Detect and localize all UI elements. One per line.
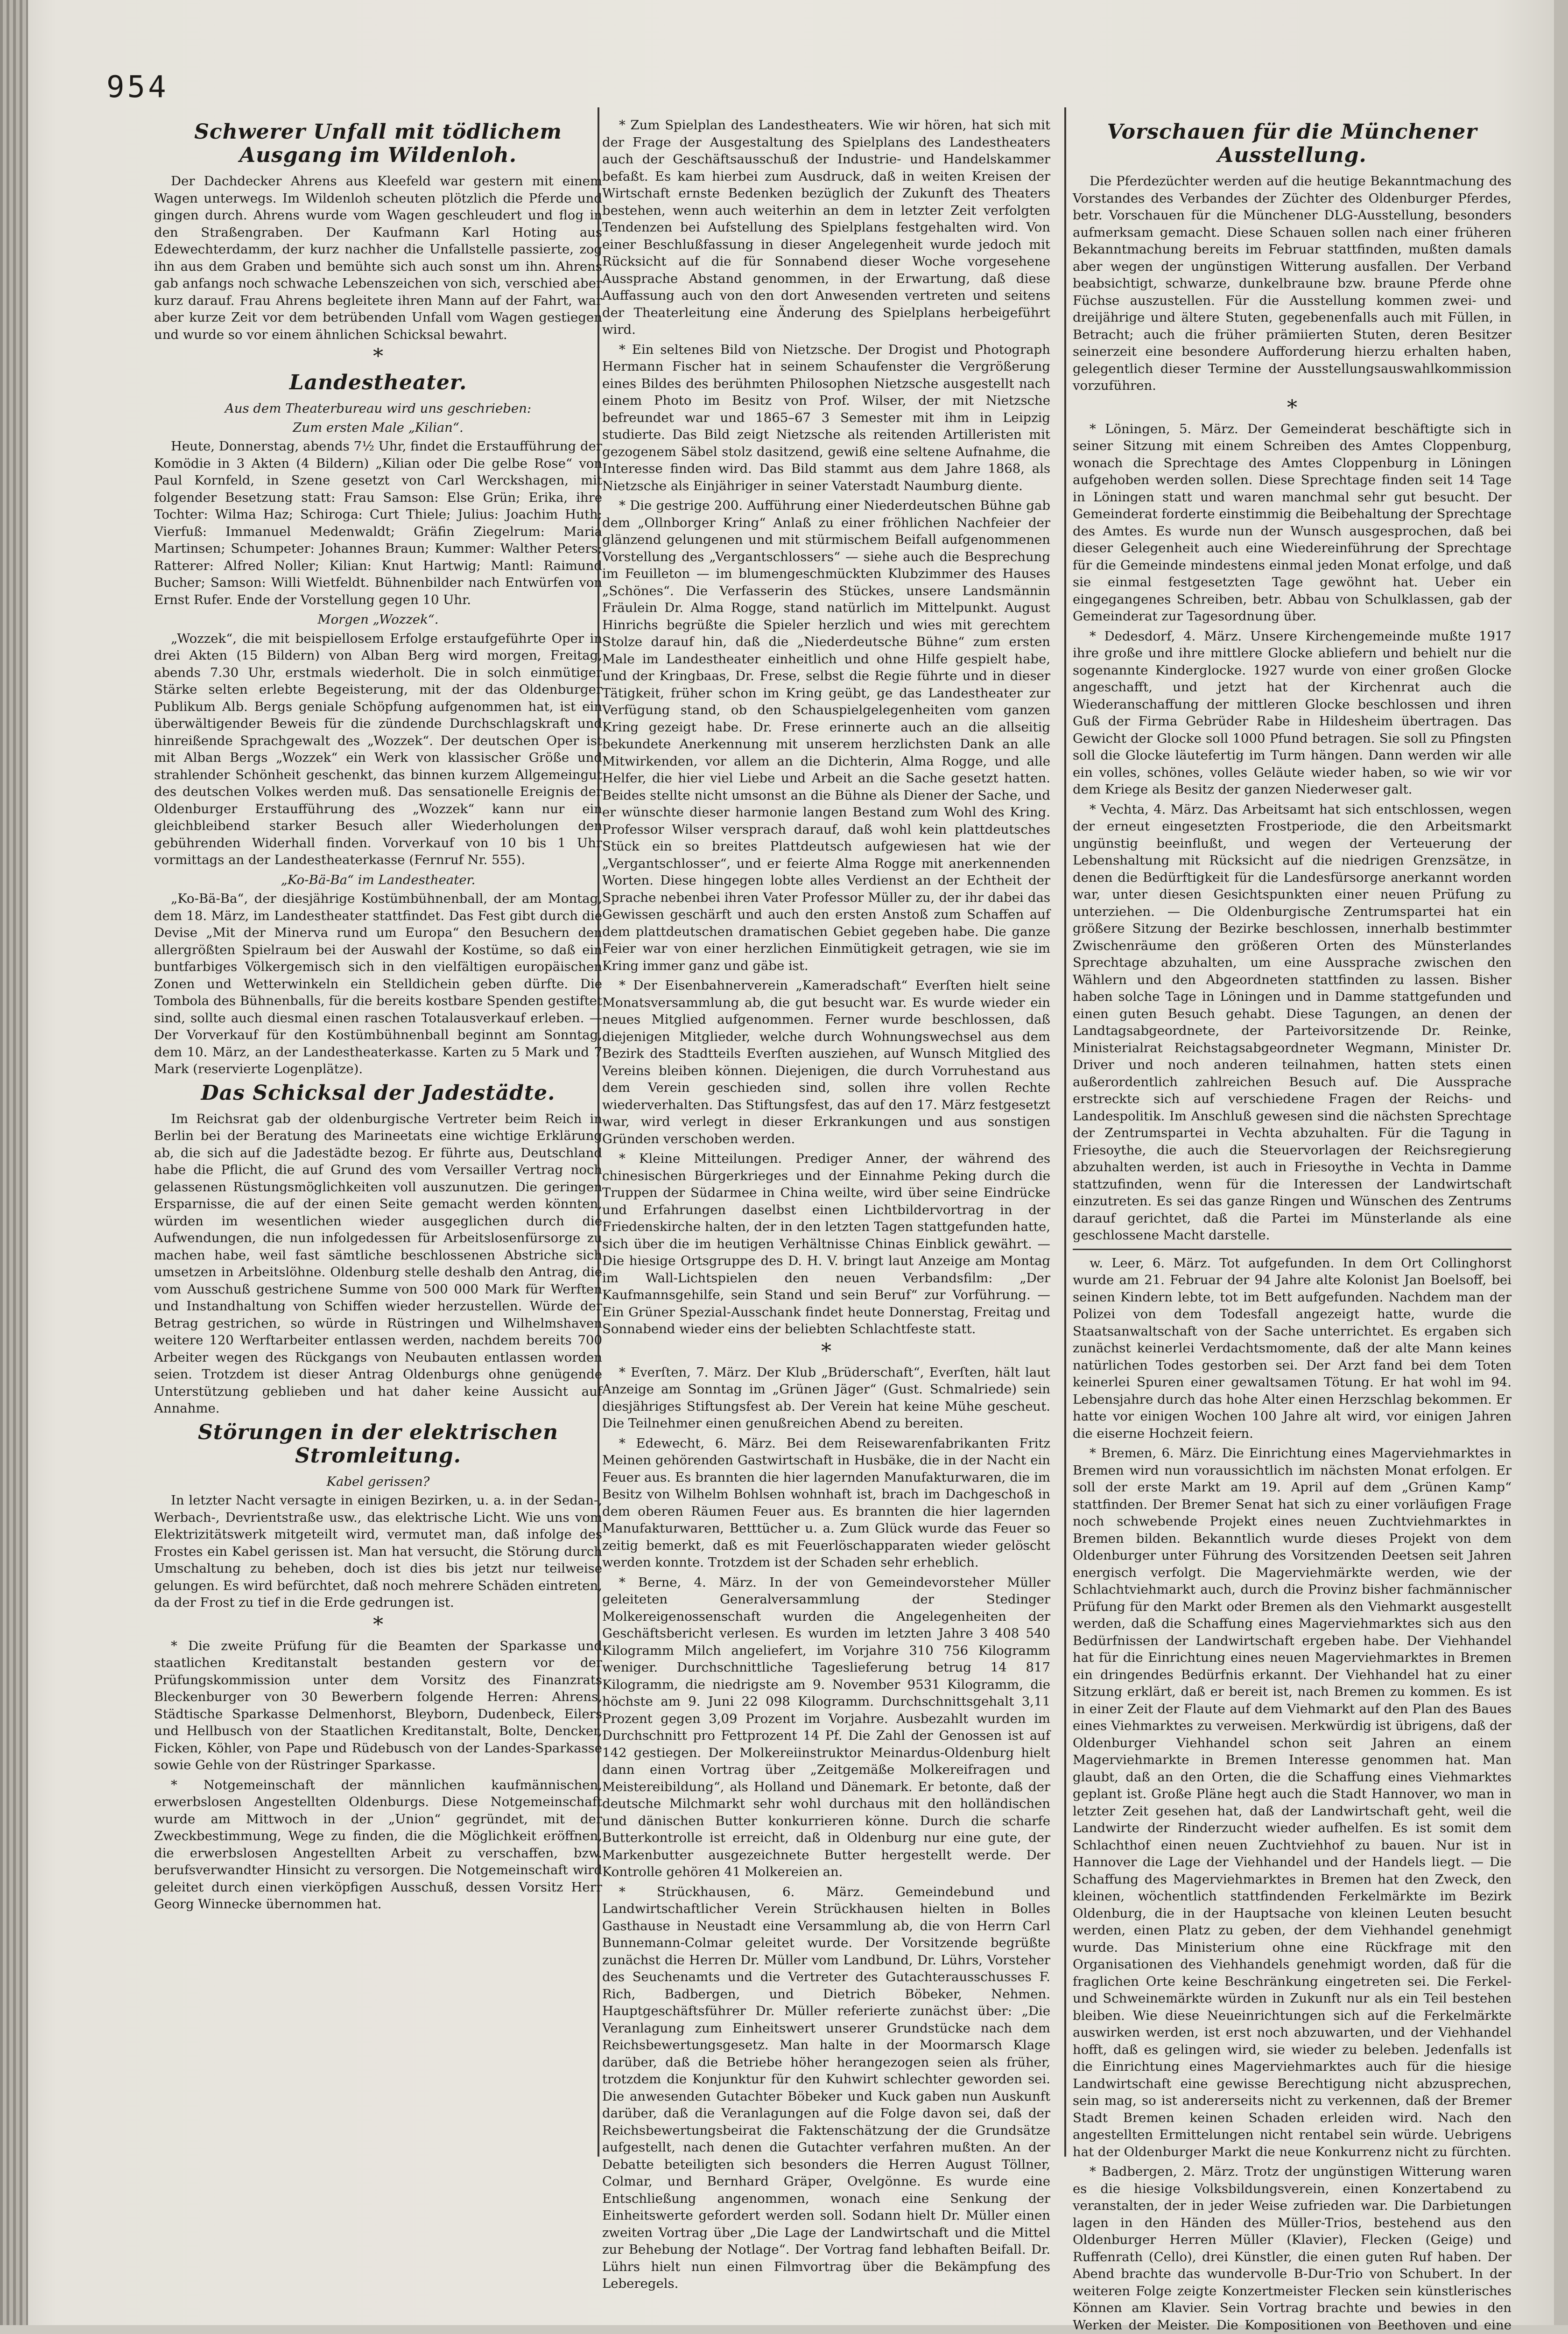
column-rule bbox=[1064, 107, 1066, 2157]
article-text: * Strückhausen, 6. März. Gemeindebund und Landwirtschaftlicher Verein Strückhausen hielten in Bolles Gasthause in Neustadt eine Versammlung ab, die von Herrn Carl Bunnemann-Colmar geleitet wurde. Der Vorsitzende begrüßte zunächst die Herren Dr. Müller vom Landbund, Dr. Lührs, Vorsteher des Seuchenamts und die Vertreter des Gutachterausschusses F. Rich, Badbergen, und Dietrich Böbeker, Nehmen. Hauptgeschäftsführer Dr. Müller referierte zunächst über: „Die Veranlagung zum Einheitswert unserer Grundstücke nach dem Reichsbewertungsgesetz. Man halte in der Moormarsch Klage darüber, daß die Betriebe höher herangezogen seien als früher, trotzdem die Konjunktur für den Kuhwirt schlechter geworden sei. Die anwesenden Gutachter Böbeker und Kuck gaben nun Auskunft darüber, daß die Veranlagungen auf die Folge davon sei, daß der Reichsbewertungsbeirat die Faktenschätzung der die Grundsätze aufgestellt, nach denen die Gutachter verfahren mußten. An der Debatte beteiligten sich besonders die Herren August Töllner, Colmar, und Bernhard Gräper, Ovelgönne. Es wurde eine Entschließung angenommen, wonach eine Senkung der Einheitswerte gefordert werden soll. Sodann hielt Dr. Müller einen zweiten Vortrag über „Die Lage der Landwirtschaft und die Mittel zur Behebung der Notlage“. Der Vortrag fand lebhaften Beifall. Dr. Lührs hielt nun einen Filmvortrag über die Bekämpfung des Leberegels. bbox=[602, 1884, 1050, 2291]
article-subheading: Kabel gerissen? bbox=[326, 1474, 430, 1489]
article-text: * Dedesdorf, 4. März. Unsere Kirchengemeinde mußte 1917 ihre große und ihre mittlere Glocke abliefern und behielt nur die sogenannte Kinderglocke. 1927 wurde von einer großen Glocke angeschafft, und jetzt hat der Kirchenrat auch die Wiederanschaffung der mittleren Glocke beschlossen und ihren Guß der Firma Gebrüder Rabe in Hildesheim übertragen. Das Gewicht der Glocke soll 1000 Pfund betragen. Sie soll zu Pfingsten soll die Glocke läutefertig im Turm hängen. Dann werden wir alle ein volles, schönes, volles Geläute wieder haben, so wie wir vor dem Kriege als Besitz der ganzen Niederweser galt. bbox=[1073, 628, 1512, 797]
article-text: „Wozzek“, die mit beispiellosem Erfolge erstaufgeführte Oper in drei Akten (15 Bildern) von Alban Berg wird morgen, Freitag, abends 7.30 Uhr, erstmals wiederholt. Die in solch einmütiger Stärke selten erlebte Begeisterung, mit der das Oldenburger Publikum Alb. Bergs geniale Schöpfung aufgenommen hat, ist ein überwältigender Beweis für die zündende Durchschlagskraft und hinreißende Sprachgewalt des „Wozzek“. Der deutschen Oper ist mit Alban Bergs „Wozzek“ ein Werk von klassischer Größe und strahlender Schönheit geschenkt, das binnen kurzem Allgemeingut des deutschen Volkes werden muß. Das sensationelle Ereignis der Oldenburger Erstaufführung des „Wozzek“ kann nur ein gleichbleibend starker Besuch aller Wiederholungen den gebührenden Widerhall finden. Vorverkauf von 10 bis 1 Uhr vormittags an der Landestheaterkasse (Fernruf Nr. 555). bbox=[154, 631, 602, 867]
article-text: * Löningen, 5. März. Der Gemeinderat beschäftigte sich in seiner Sitzung mit einem Schreiben des Amtes Cloppenburg, wonach die Sprechtage des Amtes Cloppenburg in Löningen aufgehoben werden sollen. Diese Sprechtage finden seit 14 Tage in Löningen statt und waren manchmal sehr gut besucht. Der Gemeinderat forderte einstimmig die Beibehaltung der Sprechtage des Amtes. Es wurde nun der Wunsch ausgesprochen, daß bei dieser Gelegenheit auch eine Wiedereinführung der Sprechtage für die Gemeinde mindestens einmal jeden Monat erfolge, und daß sie einmal festgesetzten Tage gewöhnt hat. Ueber ein eingegangenes Schreiben, betr. Abbau von Schulklassen, gab der Gemeinderat zur Tagesordnung über. bbox=[1073, 421, 1512, 624]
article-headline: Schwerer Unfall mit tödlichem Ausgang im Wildenloh. bbox=[194, 120, 562, 167]
section-rule bbox=[1073, 1249, 1512, 1250]
article-text: * Notgemeinschaft der männlichen kaufmännischen, erwerbslosen Angestellten Oldenburgs. Diese Notgemeinschaft wurde am Mittwoch in der „Union“ gegründet, mit der Zweckbestimmung, Wege zu finden, die die Möglichkeit eröffnen, die erwerbslosen Angestellten Arbeit zu verschaffen, bzw. berufsverwandter Hinsicht zu versorgen. Die Notgemeinschaft wird geleitet durch einen vierköpfigen Ausschuß, dessen Vorsitz Herr Georg Winnecke übernommen hat. bbox=[154, 1777, 602, 1912]
article-text: * Die zweite Prüfung für die Beamten der Sparkasse und staatlichen Kreditanstalt bestanden gestern vor der Prüfungskommission unter dem Vorsitz des Finanzrats Bleckenburger von 30 Bewerbern folgende Herren: Ahrens, Städtische Sparkasse Delmenhorst, Bleyborn, Dudenbeck, Eilers und Hellbusch von der Staatlichen Kreditanstalt, Bolte, Dencker, Ficken, Köhler, von Pape und Rüdebusch von der Landes-Sparkasse sowie Gehle von der Rüstringer Sparkasse. bbox=[154, 1638, 602, 1772]
article-headline: Vorschauen für die Münchener Ausstellung. bbox=[1107, 120, 1477, 167]
article-subheading: Aus dem Theaterbureau wird uns geschrieben: bbox=[225, 401, 532, 416]
column-1 bbox=[154, 117, 602, 2152]
article-text: Die Pferdezüchter werden auf die heutige Bekanntmachung des Vorstandes des Verbandes der Züchter des Oldenburger Pferdes, betr. Vorschauen für die Münchener DLG-Ausstellung, besonders aufmerksam gemacht. Diese Schauen sollen nach einer früheren Bekanntmachung bereits im Februar stattfinden, mußten damals aber wegen der ungünstigen Witterung ausfallen. Der Verband beabsichtigt, schwarze, dunkelbraune bzw. braune Pferde ohne Füchse auszustellen. Für die Ausstellung kommen zwei- und dreijährige und ältere Stuten, gegebenenfalls auch mit Füllen, in Betracht; auch die früher prämiierten Stuten, deren Besitzer seinerzeit eine besondere Aufforderung hierzu erhalten haben, gelegentlich dieser Termine der Ausstellungsauswahlkommission vorzuführen. bbox=[1073, 174, 1512, 393]
article-text: * Everſten, 7. März. Der Klub „Brüderschaft“, Everſten, hält laut Anzeige am Sonntag im „Grünen Jäger“ (Gust. Schmalriede) sein diesjähriges Stiftungsfest ab. Der Verein hat keine Mühe gescheut. Die Teilnehmer einen genußreichen Abend zu bereiten. bbox=[602, 1364, 1050, 1431]
article-text: In letzter Nacht versagte in einigen Bezirken, u. a. in der Sedan-, Werbach-, Devrientstraße usw., das elektrische Licht. Wie uns vom Elektrizitätswerk mitgeteilt wird, vermutet man, daß infolge des Frostes ein Kabel gerissen ist. Man hat versucht, die Störung durch Umschaltung zu beheben, doch ist dies bis jetzt nur teilweise gelungen. Es wird befürchtet, daß noch mehrere Schäden eintreten, da der Frost zu tief in die Erde gedrungen ist. bbox=[154, 1493, 602, 1610]
article-text: * Berne, 4. März. In der von Gemeindevorsteher Müller geleiteten Generalversammlung der Stedinger Molkereigenossenschaft wurden die Angelegenheiten der Geschäftsbericht verlesen. Es wurden im letzten Jahre 3 408 540 Kilogramm Milch angeliefert, im Vorjahre 310 756 Kilogramm weniger. Durchschnittliche Tageslieferung betrug 14 817 Kilogramm, die niedrigste am 9. November 9531 Kilogramm, die höchste am 9. Juni 22 098 Kilogramm. Durchschnittsgehalt 3,11 Prozent gegen 3,09 Prozent im Vorjahre. Ausbezahlt wurden im Durchschnitt pro Fettprozent 14 Pf. Die Zahl der Genossen ist auf 142 gestiegen. Der Molkereiinstruktor Meinardus-Oldenburg hielt dann einen Vortrag über „Zeitgemäße Molkereifragen und Meistereibildung“, als Holland und Dänemark. Er betonte, daß der deutsche Milchmarkt sehr wohl durchaus mit den holländischen und dänischen Butter konkurrieren könne. Durch die scharfe Butterkontrolle ist erreicht, daß in Oldenburg nur eine gute, der Markenbutter ausgezeichnete Butter hergestellt werde. Der Kontrolle gehören 41 Molkereien an. bbox=[602, 1575, 1050, 1879]
article-text: * Edewecht, 6. März. Bei dem Reisewarenfabrikanten Fritz Meinen gehörenden Gastwirtschaft in Husbäke, die in der Nacht ein Feuer aus. Es brannten die hier lagernden Manufakturwaren, die im Besitz von Wilhelm Bohlsen wohnhaft ist, brach im Dachgeschoß in dem oberen Räumen Feuer aus. Es brannten die hier lagernden Manufakturwaren, Betttücher u. a. Zum Glück wurde das Feuer so zeitig bemerkt, daß es mit Feuerlöschapparaten wieder gelöscht werden konnte. Trotzdem ist der Schaden sehr erheblich. bbox=[602, 1435, 1050, 1570]
article-subheading: Zum ersten Male „Kilian“. bbox=[293, 420, 464, 435]
section-separator: * bbox=[373, 1612, 383, 1637]
article-headline: Das Schicksal der Jadestädte. bbox=[201, 1081, 555, 1105]
page-number: 954 bbox=[106, 70, 169, 105]
article-subheading: „Ko-Bä-Ba“ im Landestheater. bbox=[281, 872, 476, 887]
article-text: * Bremen, 6. März. Die Einrichtung eines Magerviehmarktes in Bremen wird nun voraussichtlich im nächsten Monat erfolgen. Er soll der erste Markt am 19. April auf dem „Grünen Kamp“ stattfinden. Der Bremer Senat hat sich zu einer vorläufigen Frage noch schwebende Projekt eines neuen Zuchtviehmarktes in Bremen bilden. Bekanntlich wurde dieses Projekt von dem Oldenburger unter Führung des Vorsitzenden Deetsen seit Jahren energisch verfolgt. Die Magerviehmärkte werden, wie der Schlachtviehmarkt auch, durch die Provinz bisher fachmännischer Prüfung für den Markt oder Bremen als den Viehmarkt ausgestellt werden, daß die Schaffung eines Magerviehmarktes sich aus den Bedürfnissen der Landwirtschaft ergeben habe. Der Viehhandel hat für die Einrichtung eines neuen Magerviehmarktes in Bremen ein dringendes Bedürfnis erkannt. Der Viehhandel hat zu einer Sitzung erklärt, daß er bereit ist, nach Bremen zu kommen. Es ist in einer Zeit der Flaute auf dem Viehmarkt auf den Plan des Baues eines Viehmarktes zu verweisen. Merkwürdig ist übrigens, daß der Oldenburger Viehhandel schon seit Jahren an einem Magerviehmarkte in Bremen Interesse genommen hat. Man glaubt, daß an den Orten, die die Schaffung eines Viehmarktes geplant ist. Große Pläne hegt auch die Stadt Hannover, wo man in letzter Zeit gesehen hat, daß der Landwirtschaft geht, weil die Landwirte der Rinderzucht wieder aufhelfen. Es ist somit dem Schlachthof einen neuen Zuchtviehhof zu bauen. Nur ist in Hannover die Lage der Viehhandel und der Handels liegt. — Die Schaffung des Magerviehmarktes in Bremen hat den Zweck, den kleinen, wöchentlich stattfindenden Ferkelmärkte im Bezirk Oldenburg, die in der Hauptsache von kleinen Leuten besucht werden, einen Platz zu geben, der dem Viehhandel genehmigt wurde. Das Ministerium ohne eine Rückfrage mit den Organisationen des Viehhandels genehmigt worden, daß für die fraglichen Orte keine Beschränkung eingetreten sei. Die Ferkel- und Schweinemärkte würden in Zukunft nur als ein Teil bestehen bleiben. Wie diese Neueinrichtungen sich auf die Ferkelmärkte auswirken werden, ist erst noch abzuwarten, und der Viehhandel hofft, daß es gelingen wird, sie wieder zu beleben. Jedenfalls ist die Einrichtung eines Magerviehmarktes auch für die hiesige Landwirtschaft eine gewisse Berechtigung nicht abzusprechen, sein mag, so ist andererseits nicht zu verkennen, daß der Bremer Stadt Bremen keinen Schaden erleiden wird. Nach den angestellten Ermittelungen nicht rentabel sein würde. Uebrigens hat der Oldenburger Markt die neue Konkurrenz nicht zu fürchten. bbox=[1073, 1446, 1512, 2159]
article-subheading: Morgen „Wozzek“. bbox=[317, 612, 439, 627]
article-text: * Die gestrige 200. Aufführung einer Niederdeutschen Bühne gab dem „Ollnborger Kring“ Anlaß zu einer fröhlichen Nachfeier der glänzend gelungenen und mit stürmischem Beifall aufgenommenen Vorstellung des „Vergantschlossers“ — siehe auch die Besprechung im Feuilleton — im blumengeschmückten Klubzimmer des Hauses „Schönes“. Die Verfasserin des Stückes, unsere Landsmännin Fräulein Dr. Alma Rogge, stand natürlich im Mittelpunkt. August Hinrichs begrüßte die Spieler herzlich und wies mit gerechtem Stolze darauf hin, daß die „Niederdeutsche Bühne“ zum ersten Male im Landestheater einheitlich und ohne Hilfe gespielt habe, und der Kringbaas, Dr. Frese, selbst die Regie führte und in dieser Tätigkeit, früher schon im Kring geübt, ge das Landestheater zur Verfügung stand, ob den Schauspielgelegenheiten vom ganzen Kring gezeigt habe. Dr. Frese erinnerte auch an die allseitig bekundete Anerkennung mit unserem herzlichsten Dank an alle Mitwirkenden, vor allem an die Dichterin, Alma Rogge, und alle Helfer, die hier viel Liebe und Arbeit an die Sache gesetzt hatten. Beides stellte nicht umsonst an die Bühne als Diener der Sache, und er wünschte dieser harmonie langen Bestand zum Wohl des Kring. Professor Wilser versprach darauf, daß wohl kein plattdeutsches Stück ein so breites Plattdeutsch aufgewiesen hat wie der „Vergantschlosser“, und er feierte Alma Rogge mit anerkennenden Worten. Diese hingegen lobte alles Verdienst an der Echtheit der Sprache nebenbei ihren Vater Professor Müller zu, der ihr dabei das Gewissen geschärft und auch den ersten Anstoß zum Schaffen auf dem plattdeutschen dramatischen Gebiet gegeben habe. Die ganze Feier war von einer herzlichen Einmütigkeit getragen, wie sie im Kring immer ganz und gäbe ist. bbox=[602, 498, 1050, 973]
article-text: w. Leer, 6. März. Tot aufgefunden. In dem Ort Collinghorst wurde am 21. Februar der 94 Jahre alte Kolonist Jan Boelsoff, bei seinen Kindern lebte, tot im Bett aufgefunden. Nachdem man der Polizei von dem Todesfall angezeigt hatte, wurde die Staatsanwaltschaft von der Sache unterrichtet. Es ergaben sich zunächst keinerlei Verdachtsmomente, daß der alte Mann keines natürlichen Todes gestorben sei. Der Arzt fand bei dem Toten keinerlei Spuren einer gewaltsamen Tötung. Er hat wohl im 94. Lebensjahre durch das hohe Alter einen Herzschlag bekommen. Er hatte vor einigen Wochen 100 Jahre alt wird, vor einigen Jahren die eiserne Hochzeit feiern. bbox=[1073, 1255, 1512, 1441]
column-2 bbox=[602, 117, 1050, 2291]
article-headline: Landestheater. bbox=[289, 371, 467, 394]
article-text: * Ein seltenes Bild von Nietzsche. Der Drogist und Photograph Hermann Fischer hat in seinem Schaufenster die Vergrößerung eines Bildes des berühmten Philosophen Nietzsche ausgestellt nach einem Photo im Besitz von Prof. Wilser, der mit Nietzsche befreundet war und 1865–67 3 Semester mit ihm in Leipzig studierte. Das Bild zeigt Nietzsche als reitenden Artilleristen mit gezogenem Säbel stolz dasitzend, gewiß eine seltene Aufnahme, die Interesse finden wird. Das Bild stammt aus dem Jahre 1868, als Nietzsche als Einjähriger in seiner Vaterstadt Naumburg diente. bbox=[602, 342, 1050, 493]
article-text: „Ko-Bä-Ba“, der diesjährige Kostümbühnenball, der am Montag, dem 18. März, im Landestheater stattfindet. Das Fest gibt durch die Devise „Mit der Minerva rund um Europa“ den Besuchern den allergrößten Spielraum bei der Auswahl der Kostüme, so daß ein buntfarbiges Völkergemisch sich in den vielfältigen europäischen Zonen und Wetterwinkeln ein Stelldichein geben dürfte. Die Tombola des Bühnenballs, für die bereits kostbare Spenden gestiftet sind, sollte auch diesmal einen raschen Totalausverkauf erleben. — Der Vorverkauf für den Kostümbühnenball beginnt am Sonntag, dem 10. März, an der Landestheaterkasse. Karten zu 5 Mark und 7 Mark (reservierte Logenplätze). bbox=[154, 891, 602, 1076]
article-text: Im Reichsrat gab der oldenburgische Vertreter beim Reich in Berlin bei der Beratung des Marineetats eine wichtige Erklärung ab, die sich auf die Jadestädte bezog. Er führte aus, Deutschland habe die Pflicht, die auf Grund des vom Versailler Vertrag noch gelassenen Rüstungsmöglichkeiten voll auszunutzen. Die geringen Ersparnisse, die auf der einen Seite gemacht werden könnten, würden im wesentlichen wieder ausgeglichen durch die Aufwendungen, die nun infolgedessen für Arbeitslosenfürsorge zu machen habe, weil fast sämtliche beschlossenen Abstriche sich umsetzen in Arbeitslöhne. Oldenburg stelle deshalb den Antrag, die vom Ausschuß gestrichene Summe von 500 000 Mark für Werften und Instandhaltung von Schiffen wieder herzustellen. Würde der Betrag gestrichen, so würde in Rüstringen und Wilhelmshaven weitere 120 Werftarbeiter entlassen werden, nachdem bereits 700 Arbeiter wegen des Rückgangs von Neubauten entlassen worden seien. Trotzdem ist dieser Antrag Oldenburgs ohne genügende Unterstützung geblieben und hat daher keine Aussicht auf Annahme. bbox=[154, 1111, 602, 1416]
article-text: * Vechta, 4. März. Das Arbeitsamt hat sich entschlossen, wegen der erneut eingesetzten Frostperiode, die den Arbeitsmarkt ungünstig beeinflußt, und wegen der Verteuerung der Lebenshaltung mit Rücksicht auf die niedrigen Grenzsätze, in denen die Bedürftigkeit für die Landesfürsorge anerkannt worden war, unter diesen Gesichtspunkten einer neuen Prüfung zu unterziehen. — Die Oldenburgische Zentrumspartei hat ein größere Sitzung der Bezirke beschlossen, innerhalb bestimmter Zwischenräume den größeren Orten des Münsterlandes Sprechtage abzuhalten, um eine Aussprache zwischen den Wählern und den Abgeordneten stattfinden zu lassen. Bisher haben solche Tage in Löningen und in Damme stattgefunden und einen guten Besuch gehabt. Diese Tagungen, an denen der Landtagsabgeordnete, der Parteivorsitzende Dr. Reinke, Ministerialrat Reichstagsabgeordneter Wegmann, Minister Dr. Driver und noch anderen teilnahmen, hatten stets einen außerordentlich zahlreichen Besuch auf. Die Aussprache erstreckte sich auf verschiedene Fragen der Reichs- und Landespolitik. Im Anschluß gewesen sind die nächsten Sprechtage der Zentrumspartei in Vechta abzuhalten. Für die Tagung in Friesoythe, die auch die Steuervorlagen der Reichsregierung abzuhalten werden, ist auch in Friesoythe in Vechta in Damme stattzufinden, wenn für die Interessen der Landwirtschaft einzutreten. Es sei das ganze Ringen und Wünschen des Zentrums darauf gerichtet, daß die Partei im Münsterlande als eine geschlossene Macht darstelle. bbox=[1073, 801, 1512, 1243]
article-text: * Badbergen, 2. März. Trotz der ungünstigen Witterung waren es die hiesige Volksbildungsverein, einen Konzertabend zu veranstalten, der in jeder Weise zufrieden war. Die Darbietungen lagen in den Händen des Müller-Trios, bestehend aus den Oldenburger Herren Müller (Klavier), Flecken (Geige) und Ruffenrath (Cello), drei Künstler, die einen guten Ruf haben. Der Abend brachte das wundervolle B-Dur-Trio von Schubert. In der weiteren Folge zeigte Konzertmeister Flecken sein künstlerisches Können am Klavier. Sein Vortrag brachte und bewies in den Werken der Meister. Die Kompositionen von Beethoven und eine bbox=[1073, 2164, 1512, 2333]
page-edge bbox=[1554, 0, 1568, 2325]
article-text: * Zum Spielplan des Landestheaters. Wie wir hören, hat sich mit der Frage der Ausgestaltung des Spielplans des Landestheaters auch der Geschäftsausschuß der Industrie- und Handelskammer befaßt. Es kam hierbei zum Ausdruck, daß in weiten Kreisen der Wirtschaft ernste Bedenken bezüglich der Zukunft des Theaters bestehen, wenn auch weiterhin an dem in letzter Zeit verfolgten Tendenzen bei Aufstellung des Spielplans festgehalten wird. Von einer Beschlußfassung in dieser Angelegenheit wurde jedoch mit Rücksicht auf die für Sonnabend dieser Woche vorgesehene Aussprache Abstand genommen, in der Erwartung, daß diese Auffassung auch von den dort Anwesenden vertreten und seitens der Theaterleitung eine Änderung des Spielplans herbeigeführt wird. bbox=[602, 118, 1050, 337]
column-3 bbox=[1073, 117, 1512, 2333]
section-separator: * bbox=[821, 1339, 831, 1363]
book-binding bbox=[0, 0, 28, 2325]
article-headline: Störungen in der elektrischen Stromleitung. bbox=[198, 1420, 558, 1468]
article-text: * Kleine Mitteilungen. Prediger Anner, der während des chinesischen Bürgerkrieges und der Einnahme Peking durch die Truppen der Südarmee in China weilte, wird über seine Eindrücke und Erfahrungen daselbst einen Lichtbildervortrag in der Friedenskirche halten, der in den letzten Tagen stattgefunden hatte, sich über die im heutigen Verhältnisse Chinas Einblick gewährt. — Die hiesige Ortsgruppe des D. H. V. bringt laut Anzeige am Montag im Wall-Lichtspielen den neuen Verbandsfilm: „Der Kaufmannsgehilfe, sein Stand und sein Beruf“ zur Vorführung. — Ein Grüner Spezial-Ausschank findet heute Donnerstag, Freitag und Sonnabend wieder eins der beliebten Schlachtfeste statt. bbox=[602, 1151, 1050, 1336]
article-text: * Der Eisenbahnerverein „Kameradschaft“ Everſten hielt seine Monatsversammlung ab, die gut besucht war. Es wurde wieder ein neues Mitglied aufgenommen. Ferner wurde beschlossen, daß diejenigen Mitglieder, welche durch Wohnungswechsel aus dem Bezirk des Stadtteils Everſten ausziehen, auf Wunsch Mitglied des Vereins bleiben können. Diejenigen, die durch Vorruhestand aus dem Verein geschieden sind, sollen ihre vollen Rechte wiederverhalten. Das Stiftungsfest, das auf den 17. März festgesetzt war, wird verlegt in dieser Erkrankungen und aus sonstigen Gründen verschoben werden. bbox=[602, 978, 1050, 1146]
article-text: Der Dachdecker Ahrens aus Kleefeld war gestern mit einem Wagen unterwegs. Im Wildenloh scheuten plötzlich die Pferde und gingen durch. Ahrens wurde vom Wagen geschleudert und flog in den Straßengraben. Der Kaufmann Karl Hoting aus Edewechterdamm, der kurz nachher die Unfallstelle passierte, zog ihn aus dem Graben und bemühte sich auch sonst um ihn. Ahrens gab anfangs noch schwache Lebenszeichen von sich, verschied aber kurz darauf. Frau Ahrens begleitete ihren Mann auf der Fahrt, war aber kurze Zeit vor dem betrübenden Unfall vom Wagen gestiegen und wurde so vor einem ähnlichen Schicksal bewahrt. bbox=[154, 174, 602, 342]
section-separator: * bbox=[1287, 395, 1297, 420]
article-text: Heute, Donnerstag, abends 7½ Uhr, findet die Erstaufführung der Komödie in 3 Akten (4 Bildern) „Kilian oder Die gelbe Rose“ von Paul Kornfeld, in Szene gesetzt von Carl Werckshagen, mit folgender Besetzung statt: Frau Samson: Else Grün; Erika, ihre Tochter: Wilma Haz; Schiroga: Curt Thiele; Julius: Joachim Huth; Vierfuß: Immanuel Medenwaldt; Gräfin Ziegelrum: Maria Martinsen; Schumpeter: Johannes Braun; Kummer: Walther Peters; Ratterer: Alfred Noller; Kilian: Knut Hartwig; Mantl: Raimund Bucher; Samson: Willi Wietfeldt. Bühnenbilder nach Entwürfen von Ernst Rufer. Ende der Vorstellung gegen 10 Uhr. bbox=[154, 439, 602, 607]
section-separator: * bbox=[373, 344, 383, 368]
